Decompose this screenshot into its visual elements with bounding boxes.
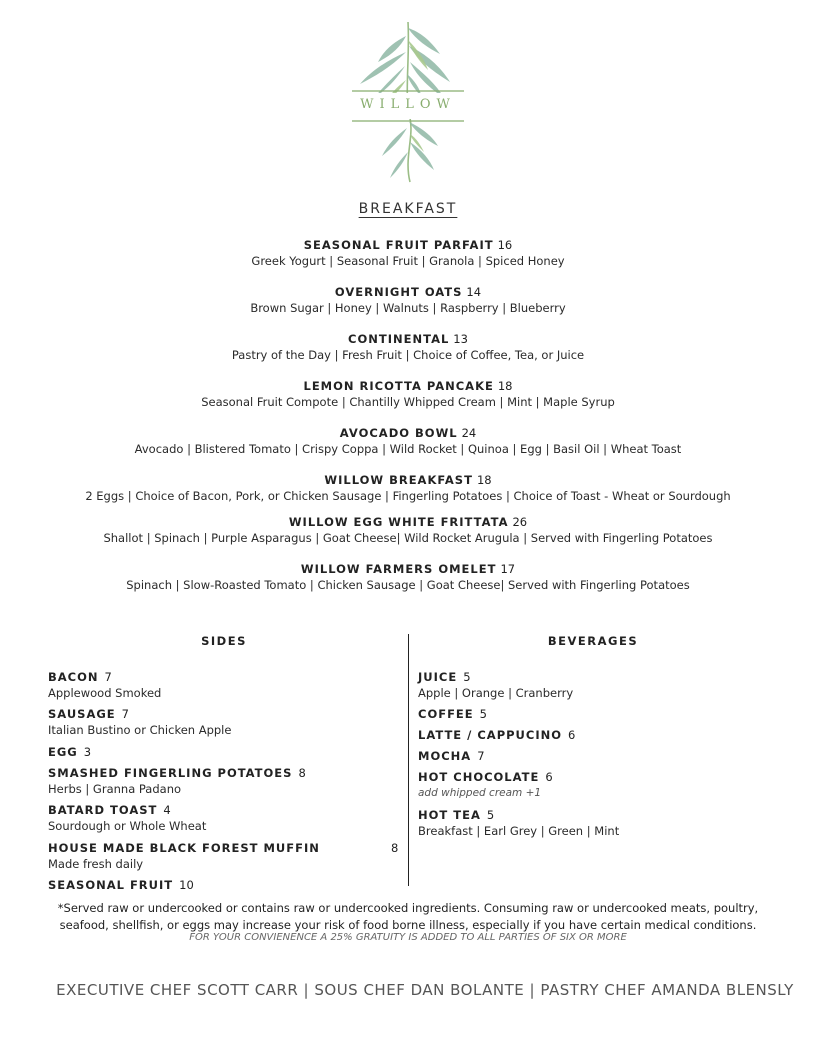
beverage-name: LATTE / CAPPUCINO <box>418 728 563 742</box>
side-price: 3 <box>83 745 92 759</box>
beverage-item <box>418 807 778 839</box>
side-name: BATARD TOAST <box>48 803 158 817</box>
side-item <box>48 706 400 738</box>
item-name: WILLOW EGG WHITE FRITTATA <box>288 515 509 529</box>
side-name: BACON <box>48 670 99 684</box>
item-name: OVERNIGHT OATS <box>334 285 463 299</box>
food-safety-disclaimer: *Served raw or undercooked or contains raw or undercooked ingredients. Consuming raw or undercooked meats, poultry, seafood, shellfish, or eggs may increase your risk of food borne illness, especially if you have certain medical conditions. <box>57 901 759 932</box>
breakfast-item <box>0 425 816 457</box>
gratuity-notice: FOR YOUR CONVIENENCE A 25% GRATUITY IS ADDED TO ALL PARTIES OF SIX OR MORE <box>189 932 627 943</box>
beverage-name: HOT CHOCOLATE <box>418 770 540 784</box>
side-price: 10 <box>179 878 194 892</box>
side-name: SMASHED FINGERLING POTATOES <box>48 766 293 780</box>
beverage-price: 5 <box>486 808 495 822</box>
item-description: Shallot | Spinach | Purple Asparagus | Goat Cheese| Wild Rocket Arugula | Served with Fingerling Potatoes <box>103 531 713 545</box>
beverage-name: HOT TEA <box>418 808 481 822</box>
side-description: Sourdough or Whole Wheat <box>48 819 207 833</box>
item-name: CONTINENTAL <box>348 332 450 346</box>
breakfast-item <box>0 472 816 504</box>
beverage-price: 5 <box>463 670 471 684</box>
item-description: Spinach | Slow-Roasted Tomato | Chicken Sausage | Goat Cheese| Served with Fingerling Potatoes <box>126 578 690 592</box>
beverage-description: Apple | Orange | Cranberry <box>418 686 574 700</box>
item-description: Greek Yogurt | Seasonal Fruit | Granola | Spiced Honey <box>251 254 565 268</box>
logo-wordmark: WILLOW <box>360 97 456 112</box>
sides-title: SIDES <box>201 634 247 648</box>
menu-title: BREAKFAST <box>358 201 458 217</box>
side-item <box>48 765 400 797</box>
item-price: 13 <box>453 332 468 346</box>
item-name: WILLOW BREAKFAST <box>324 473 473 487</box>
item-price: 18 <box>476 473 492 487</box>
side-description: Herbs | Granna Padano <box>48 782 182 796</box>
beverage-price: 6 <box>568 728 576 742</box>
item-description: 2 Eggs | Choice of Bacon, Pork, or Chicken Sausage | Fingerling Potatoes | Choice of Toast - Wheat or Sourdough <box>85 489 731 503</box>
side-item <box>48 744 400 760</box>
item-price: 16 <box>497 238 513 252</box>
item-description: Avocado | Blistered Tomato | Crispy Coppa | Wild Rocket | Quinoa | Egg | Basil Oil | Wheat Toast <box>134 442 682 456</box>
side-price: 7 <box>121 707 129 721</box>
item-price: 26 <box>512 515 528 529</box>
item-price: 17 <box>500 562 516 576</box>
item-name: AVOCADO BOWL <box>339 426 458 440</box>
item-description: Pastry of the Day | Fresh Fruit | Choice of Coffee, Tea, or Juice <box>231 348 585 362</box>
item-name: LEMON RICOTTA PANCAKE <box>303 379 494 393</box>
item-price: 24 <box>461 426 477 440</box>
item-price: 14 <box>466 285 482 299</box>
item-name: WILLOW FARMERS OMELET <box>300 562 497 576</box>
breakfast-item <box>0 331 816 363</box>
side-name: SAUSAGE <box>48 707 116 721</box>
side-description: Applewood Smoked <box>48 686 162 700</box>
item-name: SEASONAL FRUIT PARFAIT <box>303 238 494 252</box>
side-name: EGG <box>48 745 78 759</box>
side-item <box>48 802 400 834</box>
side-price: 8 <box>298 766 306 780</box>
item-description: Seasonal Fruit Compote | Chantilly Whipped Cream | Mint | Maple Syrup <box>201 395 615 409</box>
beverages-title: BEVERAGES <box>547 634 639 648</box>
beverage-name: COFFEE <box>418 707 474 721</box>
side-name: SEASONAL FRUIT <box>48 878 174 892</box>
side-price: 7 <box>104 670 112 684</box>
column-divider <box>408 634 409 886</box>
side-price: 8 <box>391 841 400 855</box>
side-description: Made fresh daily <box>48 857 144 871</box>
beverage-price: 5 <box>479 707 487 721</box>
item-price: 18 <box>497 379 513 393</box>
beverage-name: JUICE <box>418 670 458 684</box>
beverage-item <box>418 727 778 743</box>
side-item <box>48 840 400 872</box>
beverage-item <box>418 769 778 801</box>
side-item <box>48 877 400 893</box>
chef-credits: EXECUTIVE CHEF SCOTT CARR | SOUS CHEF DAN BOLANTE | PASTRY CHEF AMANDA BLENSLY <box>56 981 794 999</box>
beverage-price: 6 <box>545 770 553 784</box>
beverage-item <box>418 748 778 764</box>
beverage-description: add whipped cream +1 <box>418 787 542 799</box>
side-price: 4 <box>163 803 171 817</box>
breakfast-item <box>0 284 816 316</box>
breakfast-item <box>0 237 816 269</box>
beverage-item <box>418 669 778 701</box>
breakfast-item <box>0 378 816 410</box>
side-name: HOUSE MADE BLACK FOREST MUFFIN <box>48 841 320 855</box>
breakfast-item <box>0 514 816 546</box>
beverage-item <box>418 706 778 722</box>
willow-logo <box>340 18 476 186</box>
beverage-description: Breakfast | Earl Grey | Green | Mint <box>418 824 620 838</box>
beverage-price: 7 <box>477 749 485 763</box>
side-description: Italian Bustino or Chicken Apple <box>48 723 232 737</box>
item-description: Brown Sugar | Honey | Walnuts | Raspberry | Blueberry <box>250 301 566 315</box>
side-item <box>48 669 400 701</box>
beverage-name: MOCHA <box>418 749 472 763</box>
breakfast-item <box>0 561 816 593</box>
